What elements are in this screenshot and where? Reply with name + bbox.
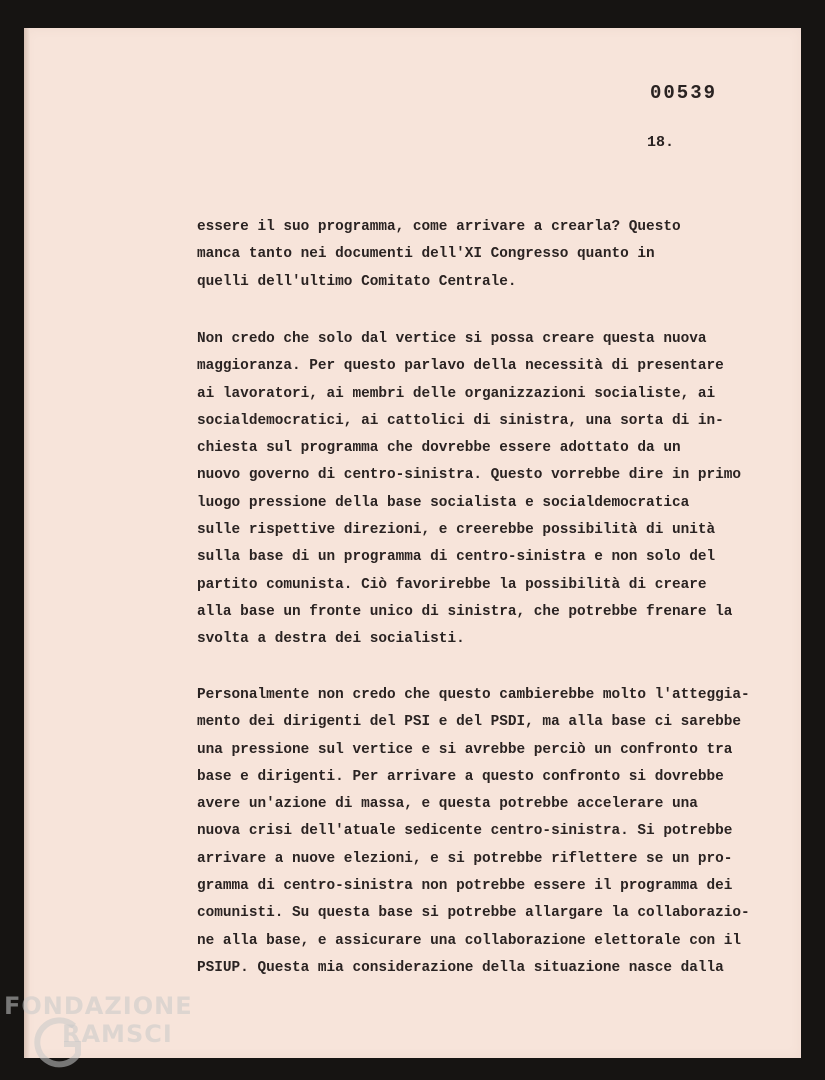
text-line: essere il suo programma, come arrivare a crearla? Questo bbox=[197, 219, 681, 235]
watermark-line-1: FONDAZIONE bbox=[4, 992, 193, 1020]
text-line: base e dirigenti. Per arrivare a questo confronto si dovrebbe bbox=[197, 768, 724, 785]
text-line: mento dei dirigenti del PSI e del PSDI, ma alla base ci sarebbe bbox=[197, 714, 742, 731]
text-line: luogo pressione della base socialista e socialdemocratica bbox=[197, 494, 690, 511]
text-line: sulle rispettive direzioni, e creerebbe possibilità di unità bbox=[197, 522, 716, 539]
text-line: maggioranza. Per questo parlavo della necessità di presentare bbox=[197, 358, 724, 375]
text-line: sulla base di un programma di centro-sinistra e non solo del bbox=[197, 549, 716, 566]
text-line: svolta a destra dei socialisti. bbox=[197, 631, 465, 648]
text-line: avere un'azione di massa, e questa potrebbe accelerare una bbox=[197, 796, 698, 813]
text-line: PSIUP. Questa mia considerazione della situazione nasce dalla bbox=[197, 959, 724, 976]
text-line: alla base un fronte unico di sinistra, che potrebbe frenare la bbox=[197, 603, 733, 620]
paragraph-2 bbox=[197, 326, 787, 654]
text-line: partito comunista. Ciò favorirebbe la possibilità di creare bbox=[197, 576, 707, 593]
text-line: Personalmente non credo che questo cambierebbe molto l'atteggia- bbox=[197, 687, 750, 703]
text-line: nuova crisi dell'atuale sedicente centro-sinistra. Si potrebbe bbox=[197, 823, 733, 840]
text-line: una pressione sul vertice e si avrebbe perciò un confronto tra bbox=[197, 741, 733, 758]
text-line: ai lavoratori, ai membri delle organizzazioni socialiste, ai bbox=[197, 385, 716, 402]
text-line: comunisti. Su questa base si potrebbe allargare la collaborazio- bbox=[197, 905, 750, 922]
page-number: 18. bbox=[647, 134, 675, 151]
text-line: nuovo governo di centro-sinistra. Questo vorrebbe dire in primo bbox=[197, 467, 742, 484]
text-line: arrivare a nuove elezioni, e si potrebbe riflettere se un pro- bbox=[197, 850, 733, 867]
watermark-line-2: RAMSCI bbox=[62, 1020, 173, 1048]
text-line: ne alla base, e assicurare una collaborazione elettorale con il bbox=[197, 932, 742, 949]
text-line: Non credo che solo dal vertice si possa creare questa nuova bbox=[197, 331, 707, 347]
text-line: chiesta sul programma che dovrebbe essere adottato da un bbox=[197, 440, 681, 457]
text-line: manca tanto nei documenti dell'XI Congresso quanto in bbox=[197, 246, 655, 263]
paragraph-3 bbox=[197, 682, 787, 982]
page-binding-edge bbox=[24, 28, 30, 1058]
paragraph-1 bbox=[197, 214, 787, 296]
text-line: gramma di centro-sinistra non potrebbe essere il programma dei bbox=[197, 878, 733, 895]
text-line: socialdemocratici, ai cattolici di sinistra, una sorta di in- bbox=[197, 412, 724, 429]
text-line: quelli dell'ultimo Comitato Centrale. bbox=[197, 273, 517, 290]
archive-number: 00539 bbox=[650, 82, 718, 104]
